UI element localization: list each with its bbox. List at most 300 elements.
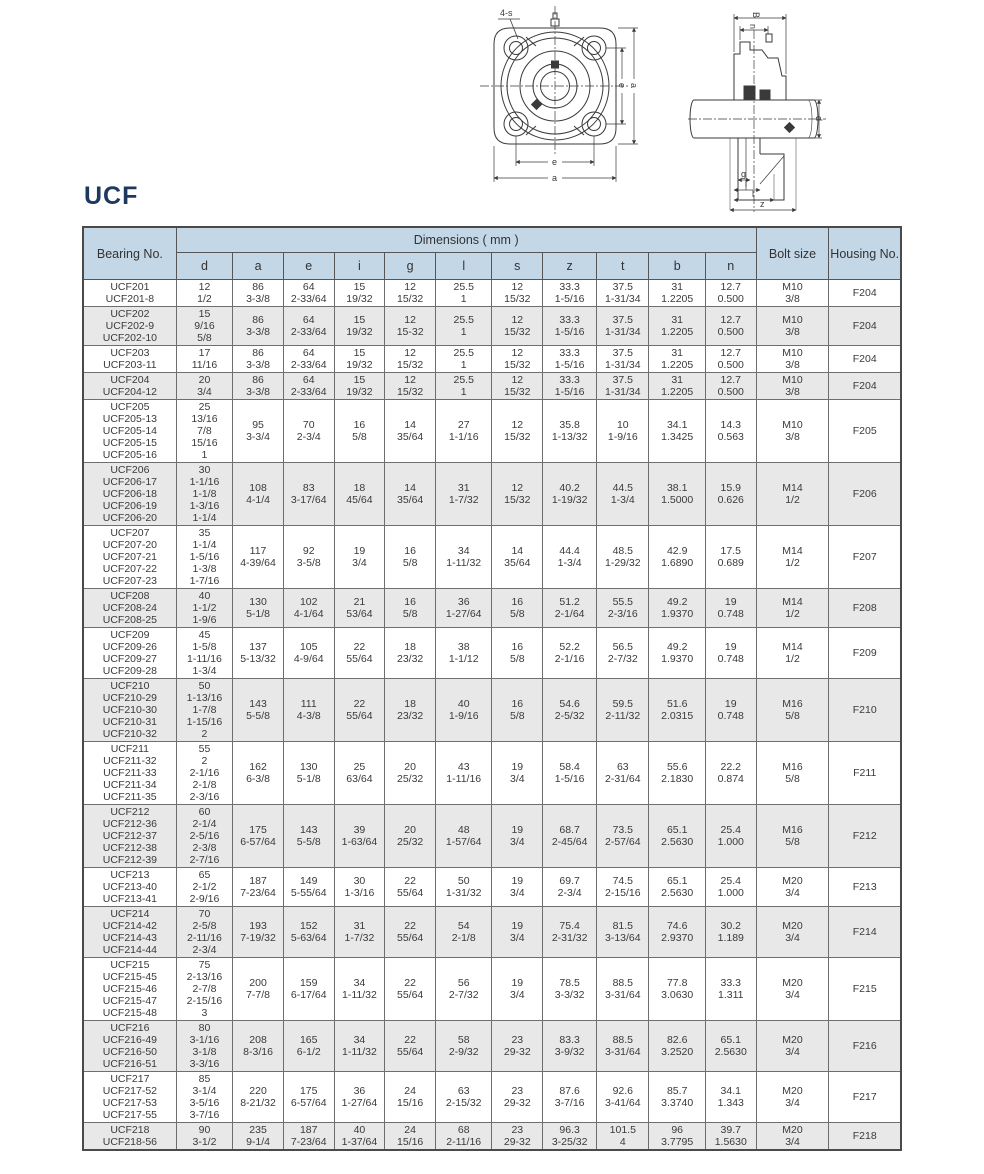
cell-t: 88.5 3-31/64 (597, 958, 649, 1021)
cell-a: 95 3-3/4 (233, 400, 284, 463)
cell-e: 152 5-63/64 (283, 907, 334, 958)
header-col-i: i (334, 253, 385, 280)
cell-d: 50 1-13/16 1-7/8 1-15/16 2 (176, 679, 232, 742)
cell-l: 34 1-11/32 (436, 526, 492, 589)
cell-z: 52.2 2-1/16 (543, 628, 597, 679)
cell-e: 64 2-33/64 (283, 346, 334, 373)
cell-d: 90 3-1/2 (176, 1123, 232, 1151)
cell-bearing: UCF206 UCF206-17 UCF206-18 UCF206-19 UCF206-20 (83, 463, 176, 526)
cell-e: 83 3-17/64 (283, 463, 334, 526)
cell-i: 22 55/64 (334, 679, 385, 742)
cell-d: 75 2-13/16 2-7/8 2-15/16 3 (176, 958, 232, 1021)
cell-t: 37.5 1-31/34 (597, 307, 649, 346)
cell-b: 31 1.2205 (649, 307, 705, 346)
cell-g: 14 35/64 (385, 400, 436, 463)
cell-t: 56.5 2-7/32 (597, 628, 649, 679)
cell-a: 86 3-3/8 (233, 307, 284, 346)
table-row (83, 280, 901, 307)
cell-l: 54 2-1/8 (436, 907, 492, 958)
cell-l: 36 1-27/64 (436, 589, 492, 628)
cell-l: 50 1-31/32 (436, 868, 492, 907)
cell-housing: F208 (829, 589, 901, 628)
cell-d: 65 2-1/2 2-9/16 (176, 868, 232, 907)
cell-z: 33.3 1-5/16 (543, 346, 597, 373)
cell-b: 82.6 3.2520 (649, 1021, 705, 1072)
cell-housing: F210 (829, 679, 901, 742)
cell-g: 16 5/8 (385, 526, 436, 589)
cell-housing: F218 (829, 1123, 901, 1151)
cell-i: 15 19/32 (334, 346, 385, 373)
cell-b: 49.2 1.9370 (649, 628, 705, 679)
cell-e: 64 2-33/64 (283, 307, 334, 346)
cell-bearing: UCF210 UCF210-29 UCF210-30 UCF210-31 UCF210-32 (83, 679, 176, 742)
dim-a-right-label: a (629, 83, 639, 89)
cell-e: 187 7-23/64 (283, 1123, 334, 1151)
cell-bolt: M16 5/8 (756, 679, 829, 742)
cell-e: 64 2-33/64 (283, 373, 334, 400)
cell-i: 30 1-3/16 (334, 868, 385, 907)
cell-a: 86 3-3/8 (233, 280, 284, 307)
cell-b: 51.6 2.0315 (649, 679, 705, 742)
cell-n: 12.7 0.500 (705, 280, 756, 307)
cell-housing: F204 (829, 280, 901, 307)
cell-bolt: M20 3/4 (756, 1123, 829, 1151)
cell-t: 81.5 3-13/64 (597, 907, 649, 958)
cell-bearing: UCF216 UCF216-49 UCF216-50 UCF216-51 (83, 1021, 176, 1072)
cell-b: 96 3.7795 (649, 1123, 705, 1151)
cell-s: 19 3/4 (492, 742, 543, 805)
cell-g: 22 55/64 (385, 868, 436, 907)
cell-d: 55 2 2-1/16 2-1/8 2-3/16 (176, 742, 232, 805)
cell-housing: F213 (829, 868, 901, 907)
cell-d: 80 3-1/16 3-1/8 3-3/16 (176, 1021, 232, 1072)
cell-t: 88.5 3-31/64 (597, 1021, 649, 1072)
cell-l: 25.5 1 (436, 280, 492, 307)
cell-a: 208 8-3/16 (233, 1021, 284, 1072)
cell-e: 111 4-3/8 (283, 679, 334, 742)
cell-d: 17 11/16 (176, 346, 232, 373)
cell-bolt: M14 1/2 (756, 526, 829, 589)
cell-housing: F211 (829, 742, 901, 805)
header-col-l: l (436, 253, 492, 280)
cell-n: 33.3 1.311 (705, 958, 756, 1021)
cell-bolt: M20 3/4 (756, 907, 829, 958)
header-col-b: b (649, 253, 705, 280)
cell-n: 12.7 0.500 (705, 346, 756, 373)
cell-g: 16 5/8 (385, 589, 436, 628)
header-col-e: e (283, 253, 334, 280)
cell-bearing: UCF204 UCF204-12 (83, 373, 176, 400)
cell-bearing: UCF217 UCF217-52 UCF217-53 UCF217-55 (83, 1072, 176, 1123)
cell-n: 14.3 0.563 (705, 400, 756, 463)
cell-i: 31 1-7/32 (334, 907, 385, 958)
cell-t: 37.5 1-31/34 (597, 373, 649, 400)
cell-housing: F215 (829, 958, 901, 1021)
cell-t: 63 2-31/64 (597, 742, 649, 805)
cell-i: 40 1-37/64 (334, 1123, 385, 1151)
cell-i: 15 19/32 (334, 280, 385, 307)
cell-e: 165 6-1/2 (283, 1021, 334, 1072)
cell-d: 45 1-5/8 1-11/16 1-3/4 (176, 628, 232, 679)
cell-z: 33.3 1-5/16 (543, 280, 597, 307)
cell-t: 37.5 1-31/34 (597, 346, 649, 373)
header-bearing-no: Bearing No. (83, 227, 176, 280)
cell-t: 101.5 4 (597, 1123, 649, 1151)
cell-l: 40 1-9/16 (436, 679, 492, 742)
cell-s: 19 3/4 (492, 958, 543, 1021)
cell-l: 25.5 1 (436, 373, 492, 400)
table-row (83, 1123, 901, 1151)
cell-b: 74.6 2.9370 (649, 907, 705, 958)
cell-g: 20 25/32 (385, 742, 436, 805)
table-row (83, 463, 901, 526)
cell-s: 12 15/32 (492, 346, 543, 373)
cell-bolt: M10 3/8 (756, 400, 829, 463)
cell-n: 19 0.748 (705, 679, 756, 742)
cell-n: 34.1 1.343 (705, 1072, 756, 1123)
table-body (83, 280, 901, 1151)
cell-t: 10 1-9/16 (597, 400, 649, 463)
cell-b: 42.9 1.6890 (649, 526, 705, 589)
cell-z: 87.6 3-7/16 (543, 1072, 597, 1123)
cell-g: 22 55/64 (385, 907, 436, 958)
cell-l: 58 2-9/32 (436, 1021, 492, 1072)
cell-g: 12 15/32 (385, 280, 436, 307)
cell-d: 12 1/2 (176, 280, 232, 307)
cell-s: 19 3/4 (492, 868, 543, 907)
cell-z: 69.7 2-3/4 (543, 868, 597, 907)
cell-housing: F214 (829, 907, 901, 958)
cell-g: 12 15-32 (385, 307, 436, 346)
cell-bearing: UCF215 UCF215-45 UCF215-46 UCF215-47 UCF215-48 (83, 958, 176, 1021)
cell-s: 16 5/8 (492, 589, 543, 628)
flange-side-view-drawing (688, 4, 826, 216)
cell-g: 22 55/64 (385, 1021, 436, 1072)
cell-a: 193 7-19/32 (233, 907, 284, 958)
cell-a: 175 6-57/64 (233, 805, 284, 868)
table-row (83, 526, 901, 589)
table-row (83, 742, 901, 805)
cell-l: 31 1-7/32 (436, 463, 492, 526)
cell-d: 60 2-1/4 2-5/16 2-3/8 2-7/16 (176, 805, 232, 868)
cell-n: 39.7 1.5630 (705, 1123, 756, 1151)
table-row (83, 958, 901, 1021)
cell-a: 162 6-3/8 (233, 742, 284, 805)
cell-bearing: UCF214 UCF214-42 UCF214-43 UCF214-44 (83, 907, 176, 958)
cell-n: 25.4 1.000 (705, 805, 756, 868)
cell-b: 38.1 1.5000 (649, 463, 705, 526)
cell-b: 31 1.2205 (649, 373, 705, 400)
cell-e: 159 6-17/64 (283, 958, 334, 1021)
cell-e: 130 5-1/8 (283, 742, 334, 805)
cell-e: 149 5-55/64 (283, 868, 334, 907)
cell-housing: F212 (829, 805, 901, 868)
cell-z: 51.2 2-1/64 (543, 589, 597, 628)
cell-b: 85.7 3.3740 (649, 1072, 705, 1123)
cell-s: 23 29-32 (492, 1123, 543, 1151)
cell-z: 44.4 1-3/4 (543, 526, 597, 589)
cell-bolt: M10 3/8 (756, 307, 829, 346)
cell-e: 92 3-5/8 (283, 526, 334, 589)
cell-z: 40.2 1-19/32 (543, 463, 597, 526)
cell-n: 12.7 0.500 (705, 373, 756, 400)
cell-t: 92.6 3-41/64 (597, 1072, 649, 1123)
cell-z: 75.4 2-31/32 (543, 907, 597, 958)
dim-e-bottom-label: e (552, 157, 558, 167)
table-row (83, 346, 901, 373)
header-col-n: n (705, 253, 756, 280)
cell-t: 73.5 2-57/64 (597, 805, 649, 868)
cell-d: 70 2-5/8 2-11/16 2-3/4 (176, 907, 232, 958)
dim-d-label: d (814, 116, 824, 122)
cell-z: 58.4 1-5/16 (543, 742, 597, 805)
table-row (83, 805, 901, 868)
cell-bolt: M20 3/4 (756, 958, 829, 1021)
cell-i: 19 3/4 (334, 526, 385, 589)
cell-b: 31 1.2205 (649, 346, 705, 373)
cell-e: 175 6-57/64 (283, 1072, 334, 1123)
cell-a: 143 5-5/8 (233, 679, 284, 742)
cell-housing: F204 (829, 307, 901, 346)
cell-d: 30 1-1/16 1-1/8 1-3/16 1-1/4 (176, 463, 232, 526)
page-header-area (0, 0, 984, 220)
bearing-dimensions-table (82, 226, 902, 1151)
cell-n: 19 0.748 (705, 628, 756, 679)
cell-n: 12.7 0.500 (705, 307, 756, 346)
cell-g: 18 23/32 (385, 679, 436, 742)
cell-a: 235 9-1/4 (233, 1123, 284, 1151)
cell-n: 19 0.748 (705, 589, 756, 628)
cell-t: 59.5 2-11/32 (597, 679, 649, 742)
cell-t: 37.5 1-31/34 (597, 280, 649, 307)
cell-z: 78.5 3-3/32 (543, 958, 597, 1021)
dim-g-label: g (741, 169, 747, 179)
cell-n: 25.4 1.000 (705, 868, 756, 907)
cell-i: 34 1-11/32 (334, 958, 385, 1021)
cell-housing: F209 (829, 628, 901, 679)
cell-s: 19 3/4 (492, 907, 543, 958)
header-dimensions: Dimensions ( mm ) (176, 227, 756, 253)
cell-bolt: M10 3/8 (756, 346, 829, 373)
header-col-g: g (385, 253, 436, 280)
cell-s: 19 3/4 (492, 805, 543, 868)
cell-s: 23 29-32 (492, 1021, 543, 1072)
cell-a: 86 3-3/8 (233, 346, 284, 373)
cell-bolt: M20 3/4 (756, 1021, 829, 1072)
cell-l: 25.5 1 (436, 307, 492, 346)
cell-housing: F206 (829, 463, 901, 526)
table-row (83, 400, 901, 463)
cell-n: 65.1 2.5630 (705, 1021, 756, 1072)
dim-l-label: l (752, 189, 754, 199)
cell-a: 117 4-39/64 (233, 526, 284, 589)
cell-housing: F205 (829, 400, 901, 463)
cell-l: 56 2-7/32 (436, 958, 492, 1021)
cell-e: 64 2-33/64 (283, 280, 334, 307)
cell-bearing: UCF202 UCF202-9 UCF202-10 (83, 307, 176, 346)
cell-l: 38 1-1/12 (436, 628, 492, 679)
cell-i: 18 45/64 (334, 463, 385, 526)
cell-n: 17.5 0.689 (705, 526, 756, 589)
cell-bolt: M20 3/4 (756, 1072, 829, 1123)
cell-l: 27 1-1/16 (436, 400, 492, 463)
cell-bolt: M14 1/2 (756, 628, 829, 679)
cell-n: 15.9 0.626 (705, 463, 756, 526)
cell-l: 68 2-11/16 (436, 1123, 492, 1151)
cell-s: 16 5/8 (492, 628, 543, 679)
dim-n-label: n (748, 24, 758, 30)
cell-s: 12 15/32 (492, 373, 543, 400)
cell-d: 20 3/4 (176, 373, 232, 400)
cell-g: 12 15/32 (385, 346, 436, 373)
cell-d: 35 1-1/4 1-5/16 1-3/8 1-7/16 (176, 526, 232, 589)
cell-t: 48.5 1-29/32 (597, 526, 649, 589)
cell-d: 25 13/16 7/8 15/16 1 (176, 400, 232, 463)
table-row (83, 628, 901, 679)
cell-s: 12 15/32 (492, 463, 543, 526)
cell-bearing: UCF209 UCF209-26 UCF209-27 UCF209-28 (83, 628, 176, 679)
dim-e-right-label: e (617, 83, 627, 89)
cell-z: 83.3 3-9/32 (543, 1021, 597, 1072)
table-row (83, 1021, 901, 1072)
table-row (83, 373, 901, 400)
table-row (83, 1072, 901, 1123)
cell-housing: F204 (829, 346, 901, 373)
cell-i: 21 53/64 (334, 589, 385, 628)
cell-i: 36 1-27/64 (334, 1072, 385, 1123)
cell-b: 34.1 1.3425 (649, 400, 705, 463)
cell-s: 12 15/32 (492, 307, 543, 346)
header-col-d: d (176, 253, 232, 280)
cell-n: 22.2 0.874 (705, 742, 756, 805)
cell-b: 65.1 2.5630 (649, 868, 705, 907)
cell-b: 49.2 1.9370 (649, 589, 705, 628)
cell-z: 33.3 1-5/16 (543, 307, 597, 346)
header-housing-no: Housing No. (829, 227, 901, 280)
cell-l: 43 1-11/16 (436, 742, 492, 805)
cell-a: 86 3-3/8 (233, 373, 284, 400)
cell-e: 102 4-1/64 (283, 589, 334, 628)
cell-a: 187 7-23/64 (233, 868, 284, 907)
dim-B-label: B (751, 12, 761, 19)
cell-g: 12 15/32 (385, 373, 436, 400)
cell-b: 65.1 2.5630 (649, 805, 705, 868)
cell-t: 74.5 2-15/16 (597, 868, 649, 907)
cell-bolt: M16 5/8 (756, 805, 829, 868)
cell-g: 22 55/64 (385, 958, 436, 1021)
cell-n: 30.2 1.189 (705, 907, 756, 958)
cell-bearing: UCF212 UCF212-36 UCF212-37 UCF212-38 UCF212-39 (83, 805, 176, 868)
dim-i-label: i (745, 179, 747, 189)
cell-bolt: M14 1/2 (756, 463, 829, 526)
cell-g: 14 35/64 (385, 463, 436, 526)
cell-bearing: UCF201 UCF201-8 (83, 280, 176, 307)
cell-s: 16 5/8 (492, 679, 543, 742)
cell-z: 33.3 1-5/16 (543, 373, 597, 400)
cell-i: 34 1-11/32 (334, 1021, 385, 1072)
cell-d: 85 3-1/4 3-5/16 3-7/16 (176, 1072, 232, 1123)
cell-a: 220 8-21/32 (233, 1072, 284, 1123)
cell-bolt: M10 3/8 (756, 373, 829, 400)
cell-z: 35.8 1-13/32 (543, 400, 597, 463)
cell-l: 63 2-15/32 (436, 1072, 492, 1123)
cell-bearing: UCF203 UCF203-11 (83, 346, 176, 373)
cell-a: 200 7-7/8 (233, 958, 284, 1021)
cell-bolt: M20 3/4 (756, 868, 829, 907)
cell-z: 54.6 2-5/32 (543, 679, 597, 742)
cell-bearing: UCF211 UCF211-32 UCF211-33 UCF211-34 UCF211-35 (83, 742, 176, 805)
cell-bolt: M16 5/8 (756, 742, 829, 805)
cell-a: 137 5-13/32 (233, 628, 284, 679)
cell-housing: F207 (829, 526, 901, 589)
table-row (83, 868, 901, 907)
cell-z: 96.3 3-25/32 (543, 1123, 597, 1151)
header-col-a: a (233, 253, 284, 280)
cell-i: 16 5/8 (334, 400, 385, 463)
cell-bolt: M10 3/8 (756, 280, 829, 307)
cell-i: 39 1-63/64 (334, 805, 385, 868)
header-col-t: t (597, 253, 649, 280)
cell-b: 31 1.2205 (649, 280, 705, 307)
table-row (83, 589, 901, 628)
cell-s: 12 15/32 (492, 400, 543, 463)
cell-b: 77.8 3.0630 (649, 958, 705, 1021)
cell-a: 108 4-1/4 (233, 463, 284, 526)
cell-bearing: UCF213 UCF213-40 UCF213-41 (83, 868, 176, 907)
cell-bearing: UCF218 UCF218-56 (83, 1123, 176, 1151)
dim-z-label: z (760, 199, 765, 209)
flange-front-view-drawing (480, 6, 648, 198)
cell-g: 24 15/16 (385, 1072, 436, 1123)
table-row (83, 907, 901, 958)
cell-housing: F217 (829, 1072, 901, 1123)
cell-l: 25.5 1 (436, 346, 492, 373)
cell-l: 48 1-57/64 (436, 805, 492, 868)
cell-e: 70 2-3/4 (283, 400, 334, 463)
cell-s: 23 29-32 (492, 1072, 543, 1123)
cell-b: 55.6 2.1830 (649, 742, 705, 805)
cell-s: 12 15/32 (492, 280, 543, 307)
cell-z: 68.7 2-45/64 (543, 805, 597, 868)
cell-i: 22 55/64 (334, 628, 385, 679)
table-row (83, 679, 901, 742)
cell-bearing: UCF205 UCF205-13 UCF205-14 UCF205-15 UCF205-16 (83, 400, 176, 463)
dim-a-bottom-label: a (552, 173, 558, 183)
page-title: UCF (84, 182, 139, 210)
cell-i: 25 63/64 (334, 742, 385, 805)
cell-d: 15 9/16 5/8 (176, 307, 232, 346)
cell-t: 55.5 2-3/16 (597, 589, 649, 628)
cell-i: 15 19/32 (334, 373, 385, 400)
cell-bearing: UCF208 UCF208-24 UCF208-25 (83, 589, 176, 628)
cell-e: 105 4-9/64 (283, 628, 334, 679)
header-bolt-size: Bolt size (756, 227, 829, 280)
table-row (83, 307, 901, 346)
cell-e: 143 5-5/8 (283, 805, 334, 868)
cell-a: 130 5-1/8 (233, 589, 284, 628)
header-col-z: z (543, 253, 597, 280)
cell-bolt: M14 1/2 (756, 589, 829, 628)
cell-s: 14 35/64 (492, 526, 543, 589)
cell-housing: F204 (829, 373, 901, 400)
header-col-s: s (492, 253, 543, 280)
cell-housing: F216 (829, 1021, 901, 1072)
cell-i: 15 19/32 (334, 307, 385, 346)
cell-t: 44.5 1-3/4 (597, 463, 649, 526)
callout-4s-label: 4-s (500, 8, 513, 18)
cell-d: 40 1-1/2 1-9/6 (176, 589, 232, 628)
cell-bearing: UCF207 UCF207-20 UCF207-21 UCF207-22 UCF207-23 (83, 526, 176, 589)
